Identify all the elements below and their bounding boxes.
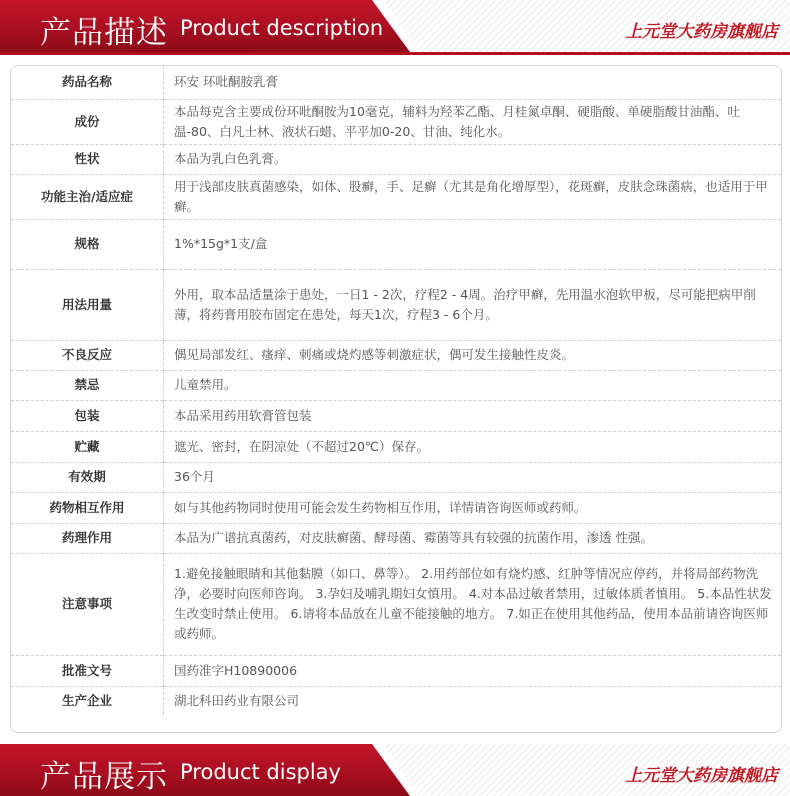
row-label: 生产企业 bbox=[11, 686, 164, 715]
row-value: 偶见局部发红、瘙痒、刺痛或烧灼感等刺激症状，偶可发生接触性皮炎。 bbox=[174, 347, 575, 362]
row-value: 用于浅部皮肤真菌感染，如体、股癣，手、足癣（尤其是角化增厚型），花斑癣，皮肤念珠菌病，也适用于甲癣。 bbox=[174, 178, 768, 214]
table-row bbox=[11, 553, 781, 655]
table-row bbox=[11, 523, 781, 553]
banner-title-en: Product display bbox=[180, 760, 341, 784]
row-value: 本品为乳白色乳膏。 bbox=[174, 151, 287, 166]
row-label: 不良反应 bbox=[11, 340, 164, 370]
row-label: 药品名称 bbox=[11, 66, 164, 99]
table-row bbox=[11, 66, 781, 99]
display-banner bbox=[0, 744, 790, 796]
store-name: 上元堂大药房旗舰店 bbox=[625, 22, 778, 42]
row-label: 用法用量 bbox=[11, 269, 164, 340]
table-row bbox=[11, 400, 781, 431]
row-value: 湖北科田药业有限公司 bbox=[174, 692, 300, 708]
row-value: 本品为广谱抗真菌药，对皮肤癣菌、酵母菌、霉菌等具有较强的抗菌作用，渗透 性强。 bbox=[174, 530, 653, 545]
banner-underline bbox=[0, 52, 790, 55]
row-value: 1%*15g*1支/盒 bbox=[174, 236, 268, 251]
row-label: 贮藏 bbox=[11, 431, 164, 462]
row-label: 规格 bbox=[11, 219, 164, 269]
banner-title-en: Product description bbox=[180, 16, 384, 40]
row-label: 成份 bbox=[11, 99, 164, 144]
row-value: 国药准字H10890006 bbox=[174, 662, 298, 678]
banner-title-cn: 产品描述 bbox=[40, 15, 168, 51]
table-row bbox=[11, 492, 781, 523]
row-value: 儿童禁用。 bbox=[174, 377, 237, 392]
row-value: 本品每克含主要成份环吡酮胺为10毫克，辅料为羟苯乙酯、月桂氮卓酮、硬脂酸、单硬脂酸甘油酯、吐温-80、白凡士林、液状石蜡、平平加0-20、甘油、纯化水。 bbox=[174, 103, 740, 139]
row-label: 禁忌 bbox=[11, 370, 164, 400]
table-row bbox=[11, 174, 781, 219]
table-row bbox=[11, 144, 781, 174]
row-value: 环安 环吡酮胺乳膏 bbox=[174, 74, 278, 90]
row-label: 功能主治/适应症 bbox=[11, 174, 164, 219]
row-label: 性状 bbox=[11, 144, 164, 174]
table-row bbox=[11, 99, 781, 144]
store-name: 上元堂大药房旗舰店 bbox=[625, 766, 778, 786]
row-value: 36个月 bbox=[174, 469, 215, 484]
banner-title-cn: 产品展示 bbox=[40, 759, 168, 795]
table-row bbox=[11, 269, 781, 340]
product-info-table bbox=[10, 65, 782, 733]
row-label: 药理作用 bbox=[11, 523, 164, 553]
row-label: 批准文号 bbox=[11, 655, 164, 686]
row-value: 遮光、密封，在阴凉处（不超过20℃）保存。 bbox=[174, 438, 429, 454]
row-value: 1.避免接触眼睛和其他黏膜（如口、鼻等）。 2.用药部位如有烧灼感、红肿等情况应停药，并将局部药物洗净，必要时向医师咨询。 3.孕妇及哺乳期妇女慎用。 4.对本品过敏者禁用，过敏体质者慎用。 5.本品性状发生改变时禁止使用。 6.请将本品放在儿童不能接触的地方。 7.如正在使用其他药品，使用本品前请咨询医师或药师。 bbox=[174, 566, 772, 641]
table-row bbox=[11, 686, 781, 715]
table-row bbox=[11, 370, 781, 400]
row-label: 药物相互作用 bbox=[11, 492, 164, 523]
row-value: 如与其他药物同时使用可能会发生药物相互作用，详情请咨询医师或药师。 bbox=[174, 499, 587, 515]
table-row bbox=[11, 655, 781, 686]
table-row bbox=[11, 462, 781, 492]
table-row bbox=[11, 219, 781, 269]
row-label: 有效期 bbox=[11, 462, 164, 492]
row-label: 注意事项 bbox=[11, 553, 164, 655]
table-row bbox=[11, 340, 781, 370]
row-label: 包装 bbox=[11, 400, 164, 431]
description-banner bbox=[0, 0, 790, 52]
table-row bbox=[11, 431, 781, 462]
row-value: 外用，取本品适量涂于患处，一日1 - 2次，疗程2 - 4周。治疗甲癣，先用温水泡软甲板，尽可能把病甲削薄，将药膏用胶布固定在患处，每天1次，疗程3 - 6个月。 bbox=[174, 286, 756, 322]
row-value: 本品采用药用软膏管包装 bbox=[174, 407, 312, 423]
